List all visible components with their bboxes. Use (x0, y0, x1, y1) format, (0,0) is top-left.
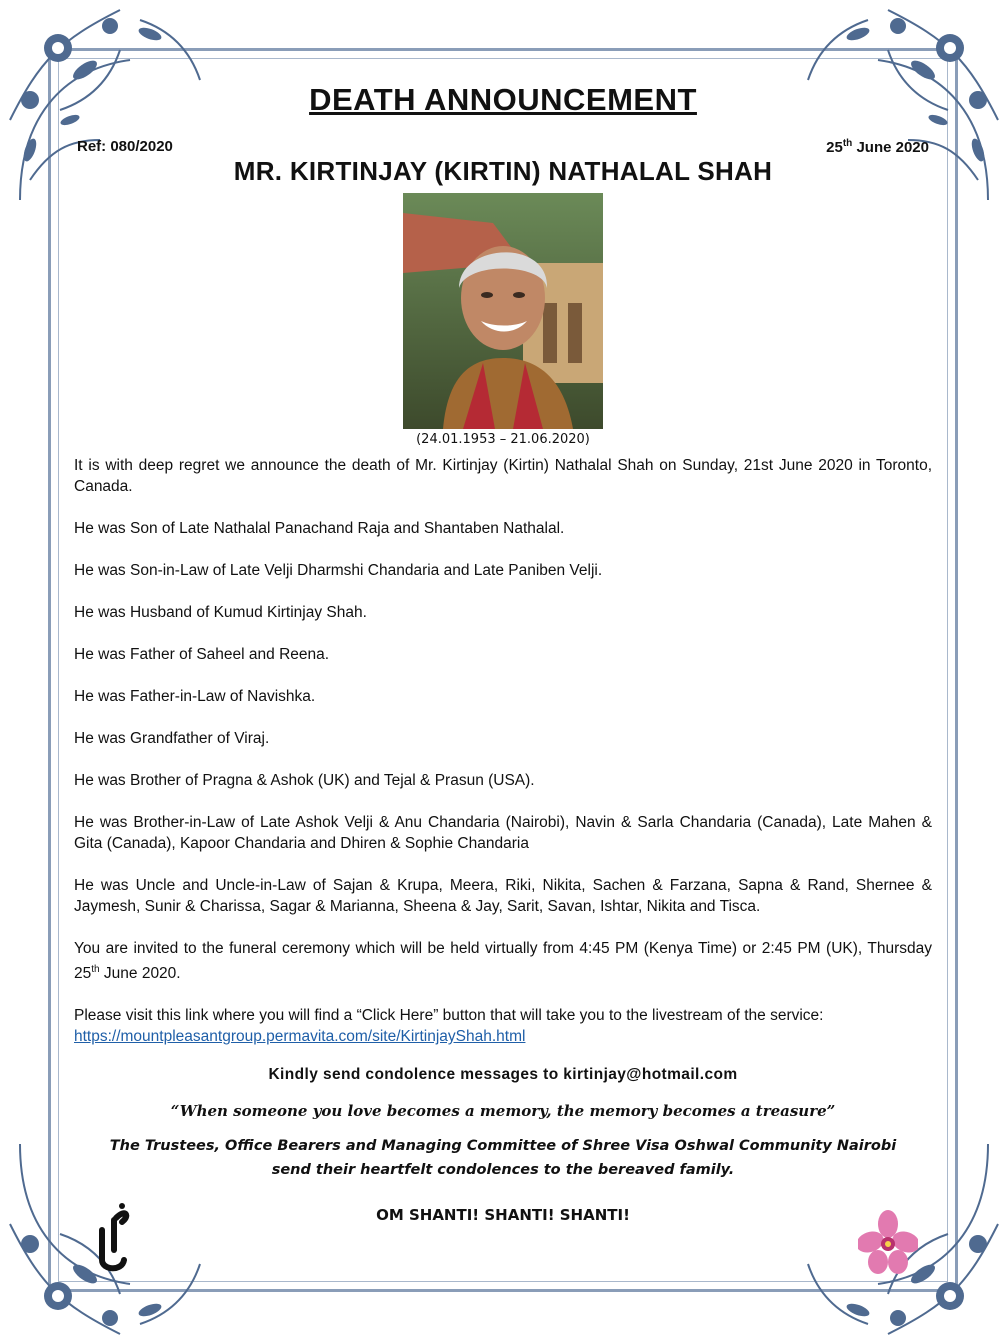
memorial-quote: “When someone you love becomes a memory, the memory becomes a treasure” (170, 1102, 836, 1121)
lifespan-dates: (24.01.1953 – 21.06.2020) (416, 432, 590, 447)
relation-husband: He was Husband of Kumud Kirtinjay Shah. (74, 604, 367, 621)
livestream-text: Please visit this link where you will find a “Click Here” button that will take you to the livestream of the service: (74, 1007, 824, 1025)
om-shanti: OM SHANTI! SHANTI! SHANTI! (376, 1206, 630, 1225)
deceased-name: MR. KIRTINJAY (KIRTIN) NATHALAL SHAH (233, 156, 773, 186)
relation-grandfather: He was Grandfather of Viraj. (74, 730, 270, 747)
announcement-content (74, 80, 932, 1224)
funeral-text: You are invited to the funeral ceremony which will be held virtually from 4:45 PM (Kenya Time) or 2:45 PM (UK), Thursday 25 (74, 940, 932, 983)
portrait-photo (403, 193, 603, 429)
trustees-line-2: send their heartfelt condolences to the bereaved family. (271, 1162, 735, 1179)
date-rest: June 2020 (852, 139, 929, 156)
portrait-image (403, 193, 603, 429)
livestream-paragraph (74, 1005, 932, 1047)
relation-son: He was Son of Late Nathalal Panachand Raja and Shantaben Nathalal. (74, 520, 565, 537)
relation-son-in-law: He was Son-in-Law of Late Velji Dharmshi Chandaria and Late Paniben Velji. (74, 562, 603, 579)
funeral-date-suffix: th (91, 964, 100, 975)
relation-father-in-law: He was Father-in-Law of Navishka. (74, 688, 316, 705)
livestream-link[interactable]: https://mountpleasantgroup.permavita.com/site/KirtinjayShah.html (74, 1028, 526, 1046)
date-suffix: th (842, 138, 853, 149)
relation-brother: He was Brother of Pragna & Ashok (UK) and Tejal & Prasun (USA). (74, 772, 535, 789)
trustees-condolence (74, 1134, 932, 1182)
reference-number: Ref: 080/2020 (77, 138, 173, 155)
condolence-message: Kindly send condolence messages to kirtinjay@hotmail.com (268, 1066, 738, 1084)
announcement-body (74, 455, 932, 1047)
funeral-text-end: June 2020. (99, 965, 181, 983)
relation-brother-in-law: He was Brother-in-Law of Late Ashok Velji & Anu Chandaria (Nairobi), Navin & Sarla Chandaria (Canada), Late Mahen & Gita (Canada), Kapoor Chandaria and Dhiren & Sophie Chandaria (74, 814, 932, 852)
funeral-paragraph (74, 938, 932, 984)
intro-paragraph: It is with deep regret we announce the death of Mr. Kirtinjay (Kirtin) Nathalal Shah on Sunday, 21st June 2020 in Toronto, Canada. (74, 457, 932, 495)
date-day: 25 (826, 139, 843, 156)
trustees-line-1: The Trustees, Office Bearers and Managing Committee of Shree Visa Oshwal Community Nairobi (109, 1138, 897, 1155)
page-title: DEATH ANNOUNCEMENT (309, 82, 697, 117)
relation-father: He was Father of Saheel and Reena. (74, 646, 330, 663)
ref-date-row (74, 138, 932, 156)
announcement-date (826, 138, 929, 156)
relation-uncle: He was Uncle and Uncle-in-Law of Sajan & Krupa, Meera, Riki, Nikita, Sachen & Farzana, Sapna & Rand, Shernee & Jaymesh, Sunir & Charissa, Sagar & Marianna, Sheena & Jay, Sarit, Savan, Ishtar, Nikita and Tisca. (74, 877, 932, 915)
pink-orchid-icon (858, 1210, 918, 1274)
jain-om-symbol-icon (92, 1200, 136, 1276)
